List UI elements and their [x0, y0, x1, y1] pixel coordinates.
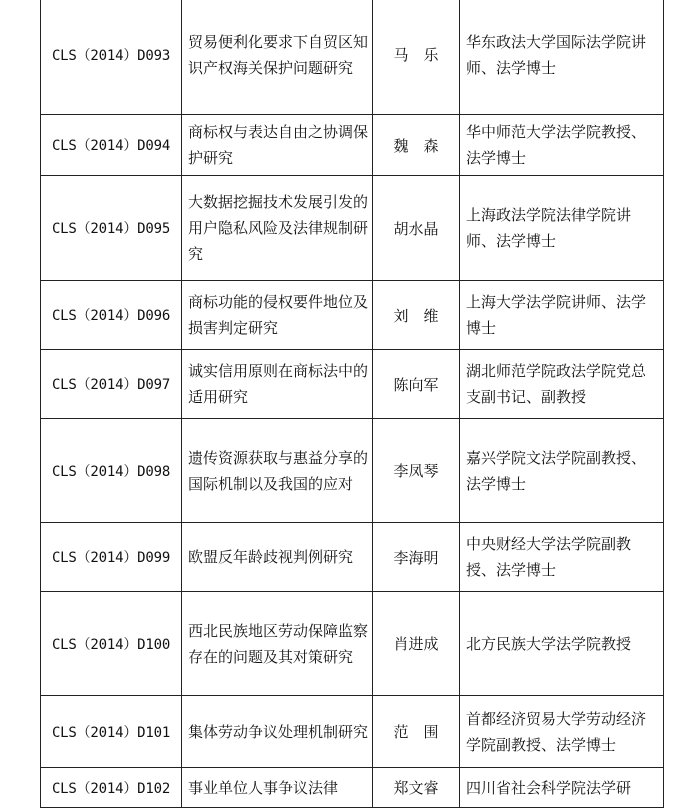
researcher-name: 陈向军 — [373, 350, 460, 419]
project-title-text: 大数据挖掘技术发展引发的用户隐私风险及法律规制研究 — [188, 193, 369, 263]
researcher-name: 范 围 — [373, 696, 460, 768]
table-row — [41, 115, 664, 176]
researcher-name: 李海明 — [373, 523, 460, 592]
table-row — [41, 696, 664, 768]
affiliation-text: 四川省社会科学院法学研 — [466, 778, 632, 797]
researcher-name: 肖进成 — [373, 592, 460, 696]
affiliation-text: 华东政法大学国际法学院讲师、法学博士 — [466, 32, 647, 77]
table-row — [41, 0, 664, 115]
researcher-affiliation — [460, 176, 664, 281]
project-title-text: 集体劳动争议处理机制研究 — [188, 722, 369, 741]
affiliation-text: 上海大学法学院讲师、法学博士 — [466, 293, 647, 337]
project-title-text: 遗传资源获取与惠益分享的国际机制以及我国的应对 — [188, 448, 369, 493]
project-title-text: 欧盟反年龄歧视判例研究 — [188, 548, 354, 566]
project-title-text: 西北民族地区劳动保障监察存在的问题及其对策研究 — [188, 621, 369, 666]
researcher-affiliation — [460, 592, 664, 696]
project-title — [182, 523, 373, 592]
affiliation-text: 湖北师范学院政法学院党总支副书记、副教授 — [466, 362, 647, 406]
project-title — [182, 419, 373, 523]
table-row — [41, 176, 664, 281]
table-row — [41, 419, 664, 523]
researcher-name: 刘 维 — [373, 281, 460, 350]
project-code: CLS（2014）D099 — [41, 523, 182, 592]
project-title — [182, 281, 373, 350]
affiliation-text: 中央财经大学法学院副教授、法学博士 — [466, 535, 632, 579]
project-title — [182, 350, 373, 419]
affiliation-text: 首都经济贸易大学劳动经济学院副教授、法学博士 — [466, 709, 647, 754]
researcher-affiliation — [460, 696, 664, 768]
affiliation-text: 嘉兴学院文法学院副教授、法学博士 — [466, 448, 647, 493]
table-row — [41, 350, 664, 419]
project-title — [182, 696, 373, 768]
project-title — [182, 176, 373, 281]
researcher-affiliation — [460, 115, 664, 176]
affiliation-text: 上海政法学院法律学院讲师、法学博士 — [466, 206, 632, 250]
project-code: CLS（2014）D098 — [41, 419, 182, 523]
researcher-name: 李凤琴 — [373, 419, 460, 523]
project-table — [40, 0, 664, 808]
researcher-name: 胡水晶 — [373, 176, 460, 281]
project-title — [182, 592, 373, 696]
researcher-affiliation — [460, 0, 664, 115]
researcher-affiliation — [460, 281, 664, 350]
researcher-name: 郑文睿 — [373, 768, 460, 808]
project-code: CLS（2014）D095 — [41, 176, 182, 281]
project-title — [182, 0, 373, 115]
table-row — [41, 281, 664, 350]
project-code: CLS（2014）D102 — [41, 768, 182, 808]
project-title-text: 事业单位人事争议法律 — [188, 778, 339, 797]
project-title-text: 诚实信用原则在商标法中的适用研究 — [188, 362, 369, 406]
table-row — [41, 523, 664, 592]
researcher-affiliation — [460, 523, 664, 592]
researcher-affiliation — [460, 350, 664, 419]
affiliation-text: 华中师范大学法学院教授、法学博士 — [466, 123, 647, 167]
project-title-text: 商标功能的侵权要件地位及损害判定研究 — [188, 293, 369, 337]
project-code: CLS（2014）D100 — [41, 592, 182, 696]
project-code: CLS（2014）D093 — [41, 0, 182, 115]
project-code: CLS（2014）D097 — [41, 350, 182, 419]
project-code: CLS（2014）D096 — [41, 281, 182, 350]
project-title — [182, 115, 373, 176]
project-title-text: 贸易便利化要求下自贸区知识产权海关保护问题研究 — [188, 32, 369, 77]
project-code: CLS（2014）D101 — [41, 696, 182, 768]
project-code: CLS（2014）D094 — [41, 115, 182, 176]
table-row — [41, 592, 664, 696]
researcher-name: 魏 森 — [373, 115, 460, 176]
researcher-affiliation — [460, 419, 664, 523]
affiliation-text: 北方民族大学法学院教授 — [466, 634, 632, 653]
project-title-text: 商标权与表达自由之协调保护研究 — [188, 123, 369, 167]
researcher-name: 马 乐 — [373, 0, 460, 115]
